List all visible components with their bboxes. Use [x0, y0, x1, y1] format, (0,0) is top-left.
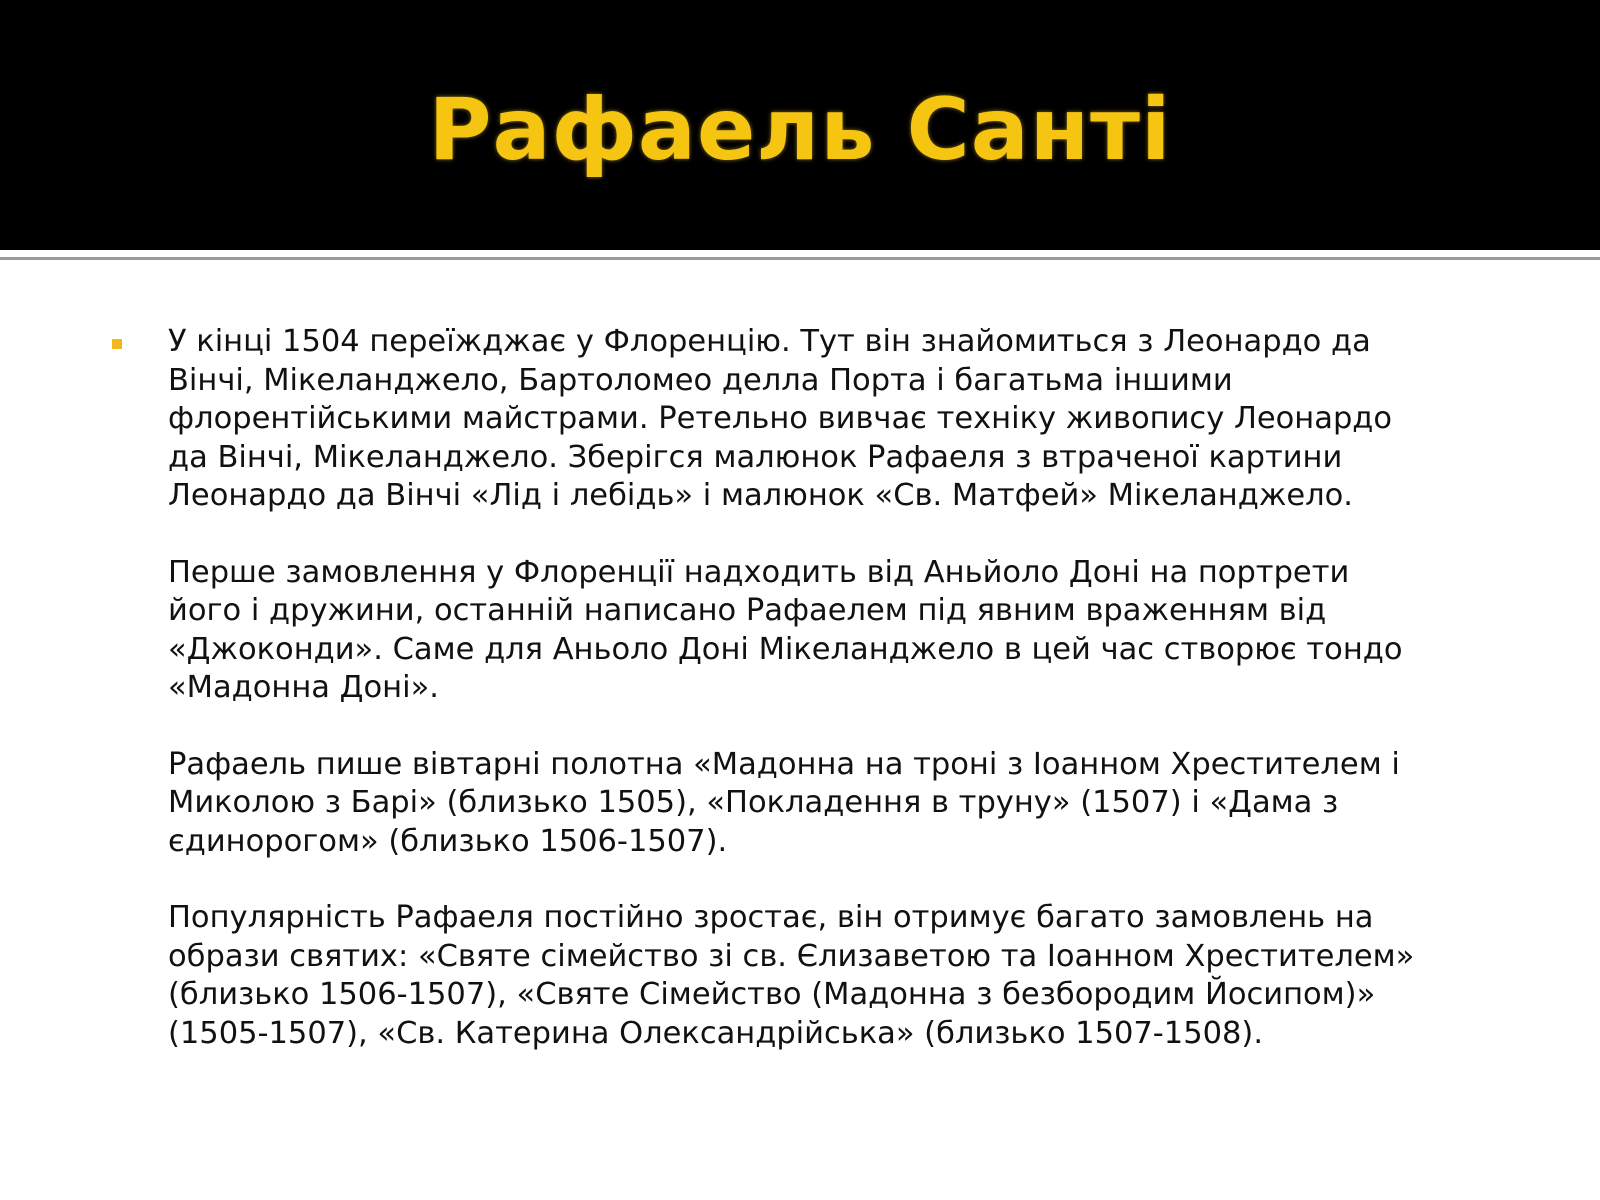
body-paragraph-1: У кінці 1504 переїжджає у Флоренцію. Тут він знайомиться з Леонардо да Вінчі, Мікеланджело, Бартоломео делла Порта і багатьма іншими флорентійськими майстрами. Ретельно вивчає техніку живопису Леонардо да Вінчі, Мікеланджело. Зберігся малюнок Рафаеля з втраченої картини Леонардо да Вінчі «Лід і лебідь» і малюнок «Св. Матфей» Мікеланджело.: [168, 324, 1393, 513]
slide-title: Рафаель Санті: [428, 80, 1172, 180]
body-paragraph-4: Популярність Рафаеля постійно зростає, він отримує багато замовлень на образи святих: «Святе сімейство зі св. Єлизаветою та Іоанном Хрестителем» (близько 1506-1507), «Святе Сімейство (Мадонна з безбородим Йосипом)» (1505-1507), «Св. Катерина Олександрійська» (близько 1507-1508).: [168, 900, 1415, 1051]
slide-body: [112, 323, 1512, 1053]
slide-header: [0, 0, 1600, 250]
square-bullet-icon: [112, 339, 122, 349]
header-divider: [0, 257, 1600, 260]
body-paragraph-2: Перше замовлення у Флоренції надходить від Аньйоло Доні на портрети його і дружини, останній написано Рафаелем під явним враженням від «Джоконди». Саме для Аньоло Доні Мікеланджело в цей час створює тондо «Мадонна Доні».: [168, 554, 1403, 705]
header-gap: [0, 250, 1600, 255]
body-paragraph-3: Рафаель пише вівтарні полотна «Мадонна на троні з Іоанном Хрестителем і Миколою з Барі» (близько 1505), «Покладення в труну» (1507) і «Дама з єдинорогом» (близько 1506-1507).: [168, 746, 1400, 859]
